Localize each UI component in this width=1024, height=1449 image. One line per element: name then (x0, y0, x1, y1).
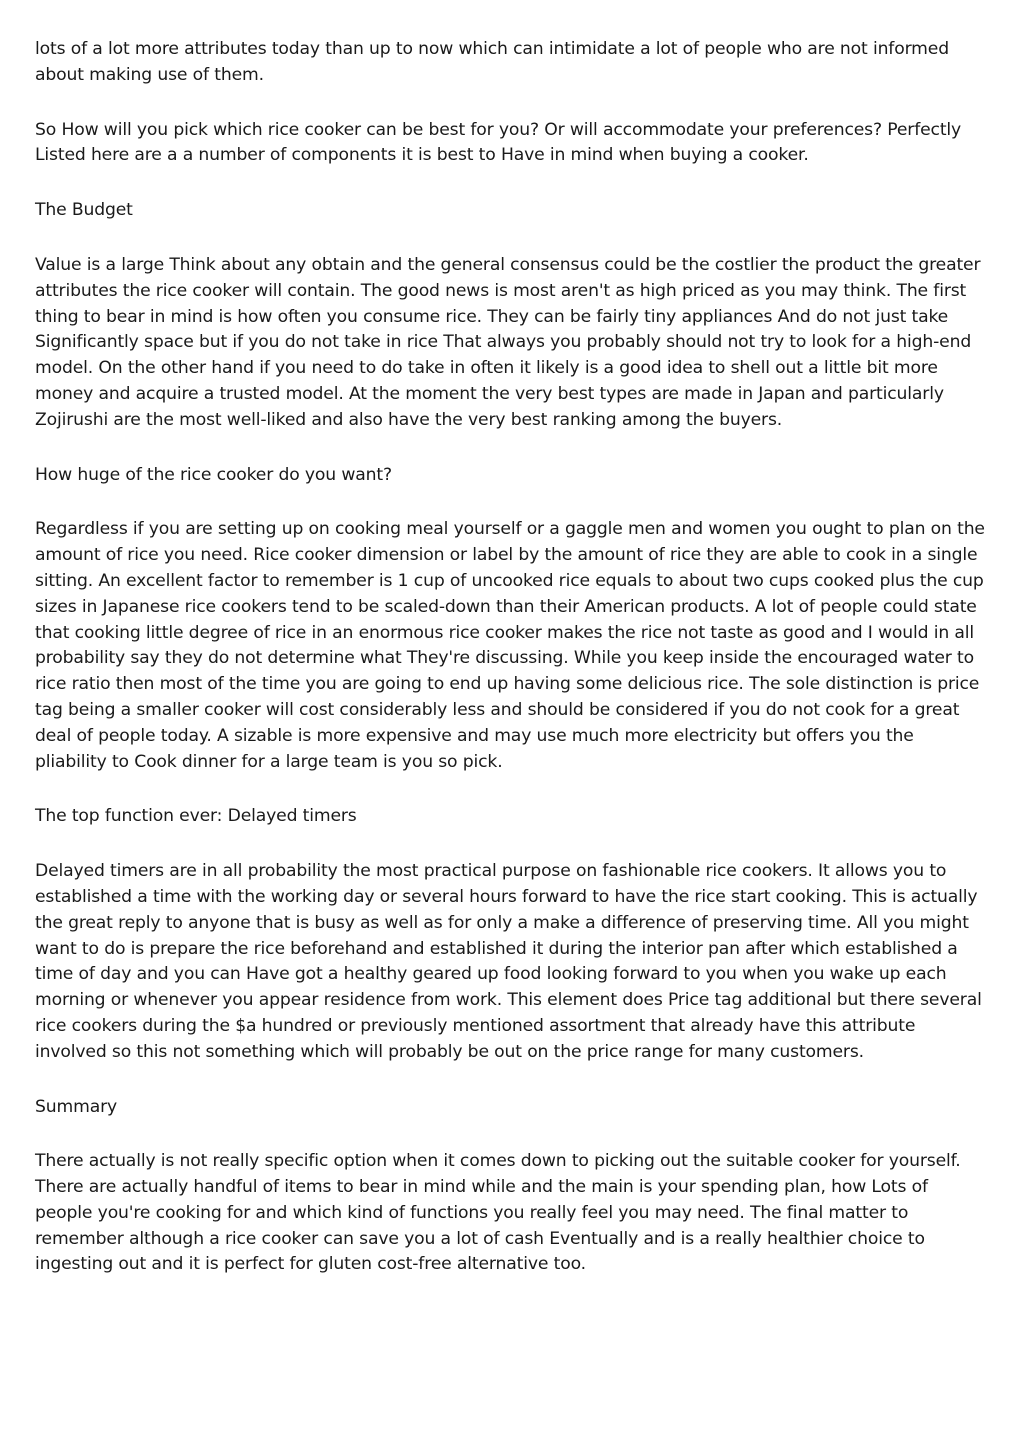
section-heading-delayed-timers: The top function ever: Delayed timers (35, 806, 357, 827)
document-body (35, 37, 990, 1307)
paragraph-intro-continuation: lots of a lot more attributes today than up to now which can intimidate a lot of people who are not informed about making use of them. (35, 39, 949, 85)
paragraph-size: Regardless if you are setting up on cooking meal yourself or a gaggle men and women you ought to plan on the amount of rice you need. Rice cooker dimension or label by the amount of rice they are able to cook in a single sitting. An excellent factor to remember is 1 cup of uncooked rice equals to about two cups cooked plus the cup sizes in Japanese rice cookers tend to be scaled-down than their American products. A lot of people could state that cooking little degree of rice in an enormous rice cooker makes the rice not taste as good and I would in all probability say they do not determine what They're discussing. While you keep inside the encouraged water to rice ratio then most of the time you are going to end up having some delicious rice. The sole distinction is price tag being a smaller cooker will cost considerably less and should be considered if you do not cook for a great deal of people today. A sizable is more expensive and may use much more electricity but offers you the pliability to Cook dinner for a large team is you so pick. (35, 519, 985, 772)
section-heading-budget: The Budget (35, 200, 133, 221)
paragraph-delayed-timers: Delayed timers are in all probability the most practical purpose on fashionable rice cookers. It allows you to established a time with the working day or several hours forward to have the rice start cooking. This is actually the great reply to anyone that is busy as well as for only a make a difference of preserving time. All you might want to do is prepare the rice beforehand and established it during the interior pan after which established a time of day and you can Have got a healthy geared up food looking forward to you when you wake up each morning or whenever you appear residence from work. This element does Price tag additional but there several rice cookers during the $a hundred or previously mentioned assortment that already have this attribute involved so this not something which will probably be out on the price range for many customers. (35, 861, 982, 1062)
section-heading-size: How huge of the rice cooker do you want? (35, 464, 392, 485)
paragraph-how-to-pick: So How will you pick which rice cooker can be best for you? Or will accommodate your preferences? Perfectly Listed here are a a number of components it is best to Have in mind when buying a cooker. (35, 119, 962, 166)
section-heading-summary: Summary (35, 1096, 118, 1117)
paragraph-summary: There actually is not really specific option when it comes down to picking out the suitable cooker for yourself. There are actually handful of items to bear in mind while and the main is your spending plan, how Lots of people you're cooking for and which kind of functions you really feel you may need. The final matter to remember although a rice cooker can save you a lot of cash Eventually and is a really healthier choice to ingesting out and it is perfect for gluten cost-free alternative too. (35, 1151, 961, 1275)
paragraph-budget: Value is a large Think about any obtain and the general consensus could be the costlier the product the greater attributes the rice cooker will contain. The good news is most aren't as high priced as you may think. The first thing to bear in mind is how often you consume rice. They can be fairly tiny appliances And do not just take Significantly space but if you do not take in rice That always you probably should not try to look for a high-end model. On the other hand if you need to do take in often it likely is a good idea to shell out a little bit more money and acquire a trusted model. At the moment the very best types are made in Japan and particularly Zojirushi are the most well-liked and also have the very best ranking among the buyers. (35, 254, 981, 430)
